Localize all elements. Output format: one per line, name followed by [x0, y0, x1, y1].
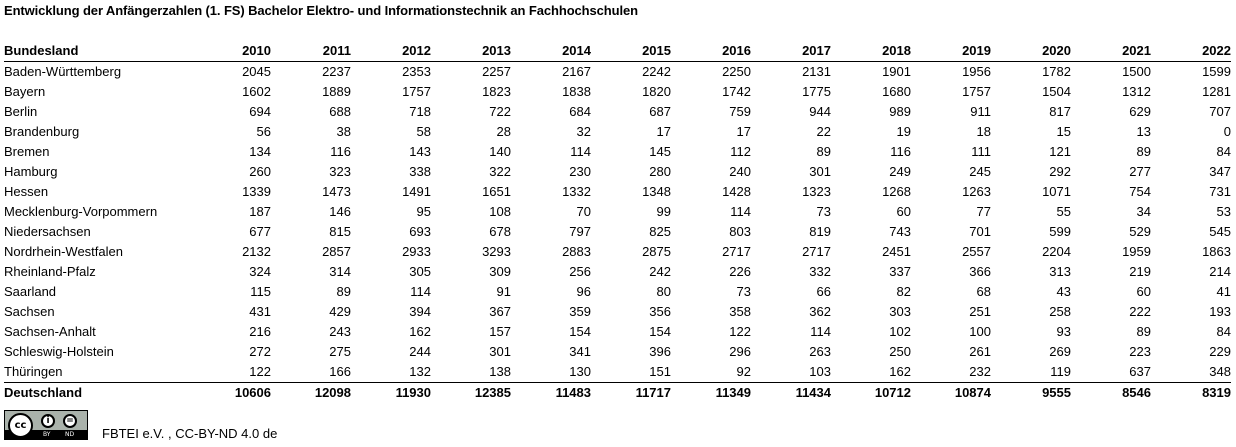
- value-cell: 1504: [1042, 84, 1071, 99]
- value-cell: 0: [1223, 124, 1231, 139]
- table-row: [4, 182, 1231, 202]
- value-cell: 2131: [802, 64, 831, 79]
- value-cell: 2132: [242, 244, 271, 259]
- value-cell: 2204: [1042, 244, 1071, 259]
- value-cell: 3293: [482, 244, 511, 259]
- value-cell: 162: [889, 364, 911, 379]
- value-cell: 157: [489, 324, 511, 339]
- value-cell: 256: [569, 264, 591, 279]
- value-cell: 301: [809, 164, 831, 179]
- value-cell: 684: [569, 104, 591, 119]
- value-cell: 431: [249, 304, 271, 319]
- bundesland-cell: Mecklenburg-Vorpommern: [4, 204, 158, 219]
- value-cell: 743: [889, 224, 911, 239]
- value-cell: 394: [409, 304, 431, 319]
- total-value-cell: 12098: [271, 383, 351, 404]
- value-cell: 803: [729, 224, 751, 239]
- value-cell: 258: [1049, 304, 1071, 319]
- bundesland-cell: Bremen: [4, 144, 50, 159]
- value-cell: 96: [576, 284, 591, 299]
- cc-by-nd-license-icon: [4, 410, 88, 440]
- value-cell: 82: [896, 284, 911, 299]
- value-cell: 232: [969, 364, 991, 379]
- value-cell: 91: [496, 284, 511, 299]
- value-cell: 1742: [722, 84, 751, 99]
- value-cell: 15: [1056, 124, 1071, 139]
- header-row: [4, 41, 1231, 62]
- column-header-year: 2019: [911, 41, 991, 62]
- table-row: [4, 122, 1231, 142]
- value-cell: 1339: [242, 184, 271, 199]
- table-row: [4, 342, 1231, 362]
- value-cell: 718: [409, 104, 431, 119]
- bundesland-cell: Thüringen: [4, 364, 63, 379]
- value-cell: 269: [1049, 344, 1071, 359]
- value-cell: 1428: [722, 184, 751, 199]
- value-cell: 154: [569, 324, 591, 339]
- value-cell: 347: [1209, 164, 1231, 179]
- value-cell: 599: [1049, 224, 1071, 239]
- table-title: Entwicklung der Anfängerzahlen (1. FS) Bachelor Elektro- und Informationstechnik an Fachhochschulen: [4, 3, 638, 18]
- value-cell: 305: [409, 264, 431, 279]
- total-value-cell: 11717: [591, 383, 671, 404]
- value-cell: 2257: [482, 64, 511, 79]
- value-cell: 2451: [882, 244, 911, 259]
- value-cell: 338: [409, 164, 431, 179]
- value-cell: 223: [1129, 344, 1151, 359]
- value-cell: 84: [1216, 324, 1231, 339]
- value-cell: 759: [729, 104, 751, 119]
- value-cell: 229: [1209, 344, 1231, 359]
- table-row: [4, 322, 1231, 342]
- bundesland-cell: Nordrhein-Westfalen: [4, 244, 123, 259]
- value-cell: 260: [249, 164, 271, 179]
- value-cell: 70: [576, 204, 591, 219]
- value-cell: 108: [489, 204, 511, 219]
- value-cell: 214: [1209, 264, 1231, 279]
- value-cell: 358: [729, 304, 751, 319]
- total-value-cell: 11349: [671, 383, 751, 404]
- value-cell: 2045: [242, 64, 271, 79]
- column-header-year: 2010: [191, 41, 271, 62]
- column-header-year: 2013: [431, 41, 511, 62]
- value-cell: 244: [409, 344, 431, 359]
- value-cell: 911: [970, 104, 991, 119]
- value-cell: 250: [889, 344, 911, 359]
- value-cell: 337: [889, 264, 911, 279]
- value-cell: 687: [649, 104, 671, 119]
- value-cell: 359: [569, 304, 591, 319]
- value-cell: 114: [570, 144, 591, 159]
- value-cell: 53: [1216, 204, 1231, 219]
- value-cell: 55: [1056, 204, 1071, 219]
- total-value-cell: 11434: [751, 383, 831, 404]
- value-cell: 122: [729, 324, 751, 339]
- table-row: [4, 62, 1231, 83]
- bundesland-cell: Sachsen: [4, 304, 55, 319]
- total-value-cell: 11930: [351, 383, 431, 404]
- total-row: [4, 383, 1231, 404]
- value-cell: 396: [649, 344, 671, 359]
- value-cell: 1312: [1122, 84, 1151, 99]
- value-cell: 545: [1209, 224, 1231, 239]
- value-cell: 58: [416, 124, 431, 139]
- value-cell: 84: [1216, 144, 1231, 159]
- value-cell: 367: [489, 304, 511, 319]
- value-cell: 60: [1136, 284, 1151, 299]
- value-cell: 309: [489, 264, 511, 279]
- total-value-cell: 11483: [511, 383, 591, 404]
- value-cell: 1332: [562, 184, 591, 199]
- value-cell: 797: [569, 224, 591, 239]
- value-cell: 93: [1056, 324, 1071, 339]
- value-cell: 111: [971, 144, 991, 159]
- value-cell: 219: [1129, 264, 1151, 279]
- column-header-year: 2014: [511, 41, 591, 62]
- table-row: [4, 142, 1231, 162]
- value-cell: 89: [1136, 144, 1151, 159]
- value-cell: 2167: [562, 64, 591, 79]
- value-cell: 38: [336, 124, 351, 139]
- value-cell: 245: [969, 164, 991, 179]
- value-cell: 43: [1056, 284, 1071, 299]
- value-cell: 1959: [1122, 244, 1151, 259]
- total-value-cell: 10874: [911, 383, 991, 404]
- value-cell: 134: [249, 144, 271, 159]
- total-value-cell: 8546: [1071, 383, 1151, 404]
- license-text: FBTEI e.V. , CC-BY-ND 4.0 de: [102, 426, 278, 441]
- value-cell: 89: [1136, 324, 1151, 339]
- value-cell: 230: [569, 164, 591, 179]
- value-cell: 102: [889, 324, 911, 339]
- value-cell: 629: [1129, 104, 1151, 119]
- value-cell: 324: [249, 264, 271, 279]
- value-cell: 251: [969, 304, 991, 319]
- footer: [4, 410, 277, 440]
- bundesland-cell: Bayern: [4, 84, 46, 99]
- no-derivatives-icon: =: [63, 414, 77, 428]
- value-cell: 754: [1129, 184, 1151, 199]
- enrollment-table: [4, 41, 1231, 403]
- value-cell: 34: [1136, 204, 1151, 219]
- value-cell: 1775: [802, 84, 831, 99]
- value-cell: 323: [329, 164, 351, 179]
- value-cell: 722: [489, 104, 511, 119]
- value-cell: 1782: [1042, 64, 1071, 79]
- value-cell: 146: [329, 204, 351, 219]
- value-cell: 341: [569, 344, 591, 359]
- value-cell: 80: [656, 284, 671, 299]
- value-cell: 132: [409, 364, 431, 379]
- value-cell: 22: [816, 124, 831, 139]
- table-body: [4, 62, 1231, 404]
- table-row: [4, 242, 1231, 262]
- table-row: [4, 222, 1231, 242]
- value-cell: 332: [809, 264, 831, 279]
- value-cell: 121: [1049, 144, 1071, 159]
- value-cell: 112: [730, 144, 751, 159]
- value-cell: 678: [489, 224, 511, 239]
- value-cell: 1491: [402, 184, 431, 199]
- value-cell: 296: [729, 344, 751, 359]
- value-cell: 1863: [1202, 244, 1231, 259]
- value-cell: 166: [329, 364, 351, 379]
- value-cell: 100: [969, 324, 991, 339]
- attribution-icon: i: [41, 414, 55, 428]
- column-header-year: 2018: [831, 41, 911, 62]
- value-cell: 187: [249, 204, 271, 219]
- value-cell: 1323: [802, 184, 831, 199]
- bundesland-cell: Brandenburg: [4, 124, 80, 139]
- value-cell: 1838: [562, 84, 591, 99]
- value-cell: 114: [730, 204, 751, 219]
- column-header-year: 2022: [1151, 41, 1231, 62]
- value-cell: 103: [809, 364, 831, 379]
- value-cell: 2242: [642, 64, 671, 79]
- value-cell: 1901: [882, 64, 911, 79]
- value-cell: 825: [649, 224, 671, 239]
- value-cell: 1680: [882, 84, 911, 99]
- value-cell: 280: [649, 164, 671, 179]
- value-cell: 2875: [642, 244, 671, 259]
- value-cell: 77: [976, 204, 991, 219]
- value-cell: 122: [249, 364, 271, 379]
- value-cell: 1889: [322, 84, 351, 99]
- value-cell: 301: [489, 344, 511, 359]
- table-row: [4, 282, 1231, 302]
- nd-label: ND: [65, 431, 75, 438]
- bundesland-cell: Hessen: [4, 184, 49, 199]
- value-cell: 2883: [562, 244, 591, 259]
- value-cell: 41: [1216, 284, 1231, 299]
- value-cell: 819: [809, 224, 831, 239]
- bundesland-cell: Berlin: [4, 104, 38, 119]
- value-cell: 143: [409, 144, 431, 159]
- value-cell: 292: [1049, 164, 1071, 179]
- column-header-year: 2016: [671, 41, 751, 62]
- value-cell: 429: [329, 304, 351, 319]
- bundesland-cell: Rheinland-Pfalz: [4, 264, 96, 279]
- value-cell: 89: [336, 284, 351, 299]
- table-row: [4, 82, 1231, 102]
- value-cell: 275: [329, 344, 351, 359]
- table-row: [4, 102, 1231, 122]
- value-cell: 154: [649, 324, 671, 339]
- column-header-year: 2012: [351, 41, 431, 62]
- column-header-year: 2017: [751, 41, 831, 62]
- bundesland-cell: Hamburg: [4, 164, 58, 179]
- value-cell: 249: [889, 164, 911, 179]
- value-cell: 32: [576, 124, 591, 139]
- value-cell: 1757: [962, 84, 991, 99]
- value-cell: 56: [256, 124, 271, 139]
- value-cell: 95: [416, 204, 431, 219]
- bundesland-cell: Niedersachsen: [4, 224, 91, 239]
- column-header-bundesland: Bundesland: [4, 41, 191, 62]
- value-cell: 261: [969, 344, 991, 359]
- value-cell: 2717: [722, 244, 751, 259]
- value-cell: 73: [736, 284, 751, 299]
- value-cell: 2250: [722, 64, 751, 79]
- value-cell: 1263: [962, 184, 991, 199]
- value-cell: 114: [410, 284, 431, 299]
- column-header-year: 2011: [271, 41, 351, 62]
- value-cell: 1823: [482, 84, 511, 99]
- value-cell: 677: [249, 224, 271, 239]
- value-cell: 28: [496, 124, 511, 139]
- value-cell: 313: [1049, 264, 1071, 279]
- value-cell: 2857: [322, 244, 351, 259]
- total-value-cell: 8319: [1151, 383, 1231, 404]
- bundesland-cell: Schleswig-Holstein: [4, 344, 114, 359]
- cc-icon: cc: [8, 413, 33, 438]
- value-cell: 151: [649, 364, 671, 379]
- table-row: [4, 302, 1231, 322]
- value-cell: 731: [1209, 184, 1231, 199]
- value-cell: 216: [249, 324, 271, 339]
- value-cell: 89: [816, 144, 831, 159]
- value-cell: 115: [250, 284, 271, 299]
- bundesland-cell: Saarland: [4, 284, 57, 299]
- value-cell: 989: [889, 104, 911, 119]
- value-cell: 707: [1209, 104, 1231, 119]
- value-cell: 314: [329, 264, 351, 279]
- total-value-cell: 10606: [191, 383, 271, 404]
- value-cell: 1820: [642, 84, 671, 99]
- value-cell: 222: [1129, 304, 1151, 319]
- value-cell: 92: [736, 364, 751, 379]
- value-cell: 529: [1129, 224, 1151, 239]
- value-cell: 68: [976, 284, 991, 299]
- value-cell: 701: [969, 224, 991, 239]
- table-row: [4, 162, 1231, 182]
- value-cell: 694: [249, 104, 271, 119]
- value-cell: 366: [969, 264, 991, 279]
- by-label: BY: [43, 431, 51, 438]
- value-cell: 116: [890, 144, 911, 159]
- value-cell: 944: [809, 104, 831, 119]
- value-cell: 114: [810, 324, 831, 339]
- value-cell: 1602: [242, 84, 271, 99]
- value-cell: 162: [409, 324, 431, 339]
- value-cell: 356: [649, 304, 671, 319]
- value-cell: 817: [1049, 104, 1071, 119]
- value-cell: 1757: [402, 84, 431, 99]
- value-cell: 13: [1136, 124, 1151, 139]
- value-cell: 1599: [1202, 64, 1231, 79]
- value-cell: 2717: [802, 244, 831, 259]
- value-cell: 362: [809, 304, 831, 319]
- value-cell: 145: [649, 144, 671, 159]
- value-cell: 130: [569, 364, 591, 379]
- bundesland-cell: Baden-Württemberg: [4, 64, 122, 79]
- value-cell: 1473: [322, 184, 351, 199]
- column-header-year: 2020: [991, 41, 1071, 62]
- value-cell: 193: [1209, 304, 1231, 319]
- value-cell: 2557: [962, 244, 991, 259]
- bundesland-cell: Sachsen-Anhalt: [4, 324, 96, 339]
- value-cell: 1281: [1202, 84, 1231, 99]
- value-cell: 272: [249, 344, 271, 359]
- value-cell: 116: [330, 144, 351, 159]
- value-cell: 226: [729, 264, 751, 279]
- value-cell: 1651: [482, 184, 511, 199]
- value-cell: 263: [809, 344, 831, 359]
- value-cell: 637: [1129, 364, 1151, 379]
- value-cell: 815: [329, 224, 351, 239]
- total-value-cell: 10712: [831, 383, 911, 404]
- total-value-cell: 12385: [431, 383, 511, 404]
- value-cell: 1500: [1122, 64, 1151, 79]
- value-cell: 60: [896, 204, 911, 219]
- value-cell: 138: [489, 364, 511, 379]
- value-cell: 73: [816, 204, 831, 219]
- value-cell: 303: [889, 304, 911, 319]
- value-cell: 242: [649, 264, 671, 279]
- value-cell: 1348: [642, 184, 671, 199]
- value-cell: 2353: [402, 64, 431, 79]
- value-cell: 322: [489, 164, 511, 179]
- table-row: [4, 262, 1231, 282]
- value-cell: 243: [329, 324, 351, 339]
- value-cell: 18: [976, 124, 991, 139]
- value-cell: 1956: [962, 64, 991, 79]
- column-header-year: 2021: [1071, 41, 1151, 62]
- value-cell: 693: [409, 224, 431, 239]
- value-cell: 17: [656, 124, 671, 139]
- value-cell: 348: [1209, 364, 1231, 379]
- value-cell: 99: [656, 204, 671, 219]
- value-cell: 2933: [402, 244, 431, 259]
- column-header-year: 2015: [591, 41, 671, 62]
- value-cell: 2237: [322, 64, 351, 79]
- value-cell: 140: [489, 144, 511, 159]
- value-cell: 19: [896, 124, 911, 139]
- value-cell: 1268: [882, 184, 911, 199]
- value-cell: 240: [729, 164, 751, 179]
- value-cell: 17: [736, 124, 751, 139]
- total-value-cell: 9555: [991, 383, 1071, 404]
- value-cell: 66: [816, 284, 831, 299]
- value-cell: 1071: [1042, 184, 1071, 199]
- table-row: [4, 202, 1231, 222]
- value-cell: 277: [1129, 164, 1151, 179]
- table-row: [4, 362, 1231, 383]
- value-cell: 688: [329, 104, 351, 119]
- value-cell: 119: [1050, 364, 1071, 379]
- total-label: Deutschland: [4, 383, 191, 404]
